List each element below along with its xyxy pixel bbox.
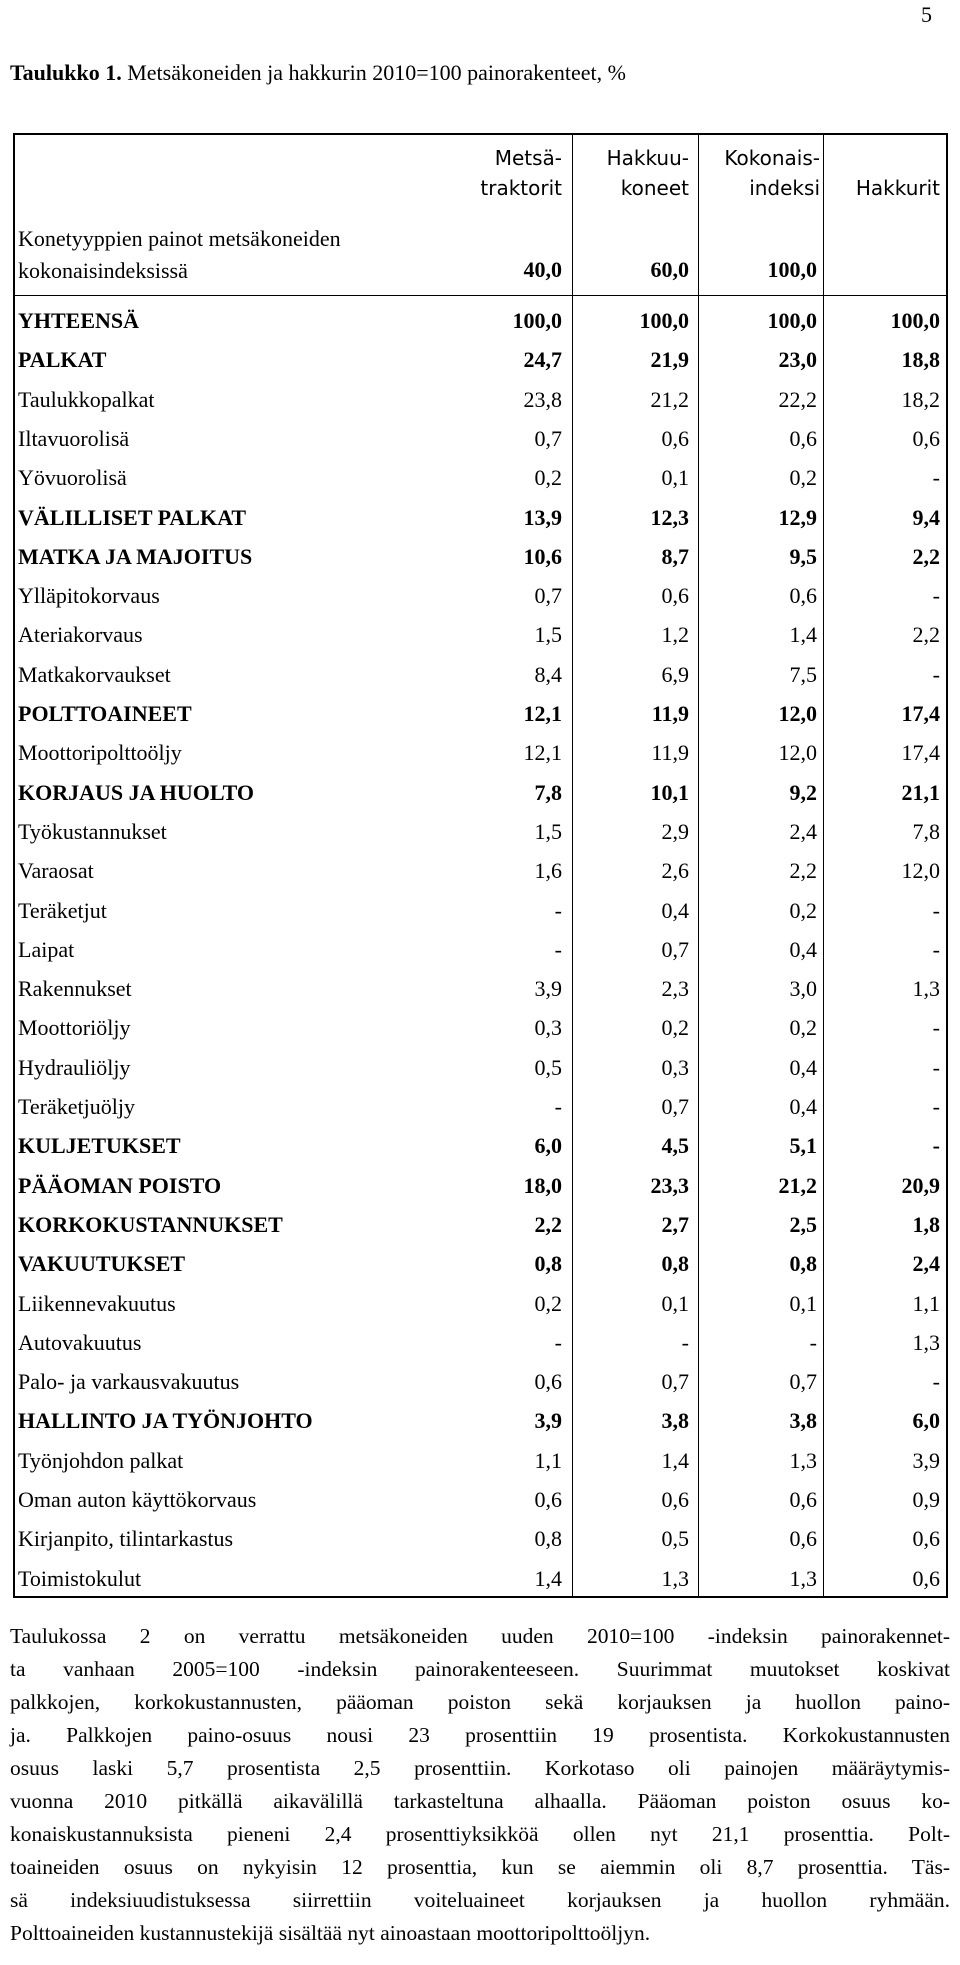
row-value: 0,6 — [789, 1526, 817, 1552]
row-label: YHTEENSÄ — [18, 308, 140, 333]
row-value: 2,2 — [912, 622, 940, 648]
row-value: 23,0 — [778, 347, 817, 373]
row-value: 21,9 — [650, 347, 689, 373]
row-value: 2,2 — [789, 858, 817, 884]
row-value: 1,5 — [534, 818, 562, 844]
row-value: - — [554, 936, 562, 962]
table-row — [15, 1560, 946, 1599]
paragraph-line: palkkojen, korkokustannusten, pääoman poiston sekä korjauksen ja huollon paino- — [10, 1690, 950, 1714]
table-row — [15, 1245, 946, 1284]
row-value: 18,8 — [901, 347, 940, 373]
weight-value: 100,0 — [767, 257, 817, 282]
row-value: 0,8 — [534, 1526, 562, 1552]
row-value: 0,6 — [661, 583, 689, 609]
table-row — [15, 538, 946, 577]
table-row — [15, 1009, 946, 1048]
row-label: Rakennukset — [18, 976, 132, 1002]
table-row — [15, 1049, 946, 1088]
row-value: 4,5 — [661, 1133, 689, 1159]
row-label: PÄÄOMAN POISTO — [18, 1172, 222, 1198]
row-label: Liikennevakuutus — [18, 1290, 176, 1316]
row-value: 1,5 — [534, 622, 562, 648]
row-label: VAKUUTUKSET — [18, 1251, 186, 1277]
row-value: 0,2 — [789, 465, 817, 491]
row-value: 0,6 — [534, 1369, 562, 1395]
table-row — [15, 1088, 946, 1127]
row-value: - — [932, 583, 940, 609]
row-value: 23,8 — [523, 386, 562, 412]
column-header-line: Kokonais- — [724, 146, 820, 170]
row-value: 0,5 — [661, 1526, 689, 1552]
table-row — [15, 1363, 946, 1402]
row-value: 0,2 — [534, 1290, 562, 1316]
row-value: - — [932, 465, 940, 491]
row-value: 1,3 — [912, 1329, 940, 1355]
table-row — [15, 852, 946, 891]
column-header-hakkurit — [825, 143, 940, 203]
table-row — [15, 695, 946, 734]
weights-table — [13, 133, 948, 1598]
paragraph-line: konaiskustannuksista pieneni 2,4 prosenttiyksikköä ollen nyt 21,1 prosenttia. Polt- — [10, 1822, 950, 1846]
table-row — [15, 1402, 946, 1441]
row-value: 9,4 — [912, 504, 940, 530]
row-value: 0,1 — [661, 465, 689, 491]
row-label: MATKA JA MAJOITUS — [18, 543, 253, 569]
row-value: - — [932, 661, 940, 687]
row-value: 21,1 — [901, 779, 940, 805]
table-row — [15, 420, 946, 459]
row-value: 22,2 — [778, 386, 817, 412]
table-row — [15, 1324, 946, 1363]
row-value: 12,1 — [523, 701, 562, 726]
column-header-line: Hakkuu- — [606, 146, 689, 170]
row-value: 2,4 — [912, 1251, 940, 1277]
row-value: 13,9 — [523, 504, 562, 530]
row-value: 0,6 — [534, 1487, 562, 1512]
paragraph-line: Polttoaineiden kustannustekijä sisältää nyt ainoastaan moottoripolttoöljyn. — [10, 1921, 651, 1945]
row-value: 9,2 — [789, 779, 817, 805]
row-value: 0,2 — [534, 465, 562, 491]
row-value: - — [932, 1369, 940, 1395]
table-caption — [10, 60, 626, 86]
row-value: - — [932, 1133, 940, 1159]
row-label: Matkakorvaukset — [18, 661, 171, 687]
column-header-kokonaisindeksi — [685, 143, 820, 203]
row-label: KULJETUKSET — [18, 1133, 181, 1159]
row-label: Työkustannukset — [18, 818, 167, 844]
row-value: 0,4 — [789, 936, 817, 962]
row-label: Teräketjuöljy — [18, 1094, 135, 1119]
row-label: Palo- ja varkausvakuutus — [18, 1369, 240, 1395]
row-label: Kirjanpito, tilintarkastus — [18, 1526, 234, 1552]
row-value: 11,9 — [651, 740, 689, 766]
row-value: 100,0 — [890, 308, 940, 333]
weights-label-line: kokonaisindeksissä — [18, 258, 188, 283]
row-value: 0,3 — [534, 1015, 562, 1041]
body-paragraph — [10, 1620, 950, 1950]
row-value: 3,8 — [661, 1408, 689, 1434]
table-row — [15, 1127, 946, 1166]
row-value: 20,9 — [901, 1172, 940, 1198]
row-label: Moottoripolttoöljy — [18, 740, 182, 766]
row-value: 21,2 — [778, 1172, 817, 1198]
row-value: 18,0 — [523, 1172, 562, 1198]
row-value: - — [809, 1329, 817, 1355]
row-value: 0,1 — [661, 1290, 689, 1316]
row-value: - — [681, 1329, 689, 1355]
row-value: 1,3 — [789, 1447, 817, 1473]
row-value: 12,9 — [778, 504, 817, 530]
row-value: 0,5 — [534, 1054, 562, 1080]
paragraph-line: ta vanhaan 2005=100 -indeksin painorakenteeseen. Suurimmat muutokset koskivat — [10, 1657, 950, 1681]
row-value: 0,2 — [789, 1015, 817, 1041]
row-value: 100,0 — [512, 308, 562, 333]
row-value: 0,4 — [789, 1094, 817, 1119]
row-label: Laipat — [18, 936, 75, 962]
row-value: 3,9 — [534, 1408, 562, 1434]
paragraph-line: toaineiden osuus on nykyisin 12 prosenttia, kun se aiemmin oli 8,7 prosenttia. Täs- — [10, 1855, 950, 1879]
row-value: 1,1 — [912, 1290, 940, 1316]
row-value: 12,0 — [778, 701, 817, 726]
table-row — [15, 931, 946, 970]
row-value: 12,0 — [901, 858, 940, 884]
row-label: Työnjohdon palkat — [18, 1447, 184, 1473]
row-value: 0,6 — [661, 425, 689, 451]
row-value: - — [554, 1094, 562, 1119]
row-value: 24,7 — [523, 347, 562, 373]
row-value: 0,6 — [661, 1487, 689, 1512]
row-value: 1,3 — [789, 1565, 817, 1591]
row-label: Teräketjut — [18, 897, 107, 923]
paragraph-line: ja. Palkkojen paino-osuus nousi 23 prosenttiin 19 prosentista. Korkokustannusten — [10, 1723, 950, 1747]
column-header-line: Metsä- — [494, 146, 562, 170]
row-value: 8,4 — [534, 661, 562, 687]
row-value: 0,6 — [912, 1565, 940, 1591]
row-value: 11,9 — [651, 701, 689, 726]
table-row — [15, 459, 946, 498]
row-value: 2,6 — [661, 858, 689, 884]
row-value: 12,1 — [523, 740, 562, 766]
weight-value: 40,0 — [523, 257, 562, 282]
table-row — [15, 341, 946, 380]
row-value: 0,4 — [661, 897, 689, 923]
column-header-metsatraktorit — [452, 143, 562, 203]
row-value: 2,2 — [912, 543, 940, 569]
row-value: 8,7 — [661, 543, 689, 569]
table-row — [15, 970, 946, 1009]
row-value: 0,1 — [789, 1290, 817, 1316]
row-value: 1,1 — [534, 1447, 562, 1473]
row-value: 3,9 — [912, 1447, 940, 1473]
table-row — [15, 1167, 946, 1206]
row-value: 6,0 — [912, 1408, 940, 1434]
row-value: - — [554, 897, 562, 923]
column-header-hakkuukoneet — [579, 143, 689, 203]
row-value: 18,2 — [901, 386, 940, 412]
table-row — [15, 1442, 946, 1481]
page-number: 5 — [921, 2, 932, 27]
row-value: 17,4 — [901, 740, 940, 766]
row-value: 0,4 — [789, 1054, 817, 1080]
row-label: Varaosat — [18, 858, 94, 884]
header-divider — [15, 295, 946, 296]
paragraph-line: vuonna 2010 pitkällä aikavälillä tarkasteltuna alhaalla. Pääoman poiston osuus ko- — [10, 1789, 950, 1813]
row-value: - — [932, 897, 940, 923]
row-label: Ateriakorvaus — [18, 622, 143, 648]
row-value: 0,6 — [789, 1487, 817, 1512]
row-label: PALKAT — [18, 347, 107, 373]
row-value: 0,7 — [661, 1369, 689, 1395]
table-row — [15, 1285, 946, 1324]
caption-text: Metsäkoneiden ja hakkurin 2010=100 painorakenteet, % — [127, 60, 626, 85]
row-label: Moottoriöljy — [18, 1015, 131, 1041]
row-value: 0,2 — [661, 1015, 689, 1041]
column-header-line: koneet — [620, 176, 689, 200]
row-value: 0,7 — [534, 583, 562, 609]
row-value: 1,3 — [912, 976, 940, 1002]
row-value: 0,3 — [661, 1054, 689, 1080]
row-value: 5,1 — [789, 1133, 817, 1159]
row-label: HALLINTO JA TYÖNJOHTO — [18, 1408, 313, 1434]
row-value: 0,6 — [789, 583, 817, 609]
row-label: Taulukkopalkat — [18, 386, 155, 412]
row-value: 0,2 — [789, 897, 817, 923]
row-value: 21,2 — [650, 386, 689, 412]
paragraph-line: sä indeksiuudistuksessa siirrettiin voiteluaineet korjauksen ja huollon ryhmään. — [10, 1888, 950, 1912]
row-value: 2,4 — [789, 818, 817, 844]
row-value: 0,8 — [534, 1251, 562, 1277]
table-row — [15, 499, 946, 538]
row-value: 0,7 — [661, 1094, 689, 1119]
row-value: 100,0 — [639, 308, 689, 333]
column-header-line: indeksi — [749, 176, 820, 200]
table-row — [15, 616, 946, 655]
table-row — [15, 1206, 946, 1245]
row-value: 0,6 — [912, 425, 940, 451]
paragraph-line: osuus laski 5,7 prosentista 2,5 prosenttiin. Korkotaso oli painojen määräytymis- — [10, 1756, 950, 1780]
row-value: 0,8 — [661, 1251, 689, 1277]
row-label: VÄLILLISET PALKAT — [18, 504, 247, 530]
row-value: 0,7 — [661, 936, 689, 962]
table-row — [15, 813, 946, 852]
row-value: - — [932, 1054, 940, 1080]
row-value: 12,0 — [778, 740, 817, 766]
row-value: 2,9 — [661, 818, 689, 844]
row-value: 3,8 — [789, 1408, 817, 1434]
table-row — [15, 1520, 946, 1559]
table-row — [15, 381, 946, 420]
row-value: 1,4 — [661, 1447, 689, 1473]
row-value: 0,6 — [912, 1526, 940, 1552]
table-row — [15, 892, 946, 931]
caption-label: Taulukko 1. — [10, 60, 122, 85]
weights-label — [18, 223, 341, 287]
row-value: 0,7 — [534, 425, 562, 451]
row-value: 7,8 — [912, 818, 940, 844]
row-value: 0,7 — [789, 1369, 817, 1395]
table-row — [15, 577, 946, 616]
row-value: 3,9 — [534, 976, 562, 1002]
row-value: 10,6 — [523, 543, 562, 569]
row-value: 1,6 — [534, 858, 562, 884]
table-row — [15, 656, 946, 695]
row-value: 2,7 — [661, 1211, 689, 1237]
row-label: KORJAUS JA HUOLTO — [18, 779, 254, 805]
column-header-line: traktorit — [480, 176, 562, 200]
row-label: Oman auton käyttökorvaus — [18, 1487, 257, 1512]
row-value: 10,1 — [650, 779, 689, 805]
row-value: 7,5 — [789, 661, 817, 687]
row-label: Hydrauliöljy — [18, 1054, 131, 1080]
column-header-line — [825, 143, 940, 173]
column-header-line: Hakkurit — [855, 176, 940, 200]
weights-label-line: Konetyyppien painot metsäkoneiden — [18, 226, 341, 251]
row-value: 0,6 — [789, 425, 817, 451]
row-value: 6,0 — [534, 1133, 562, 1159]
row-value: 2,3 — [661, 976, 689, 1002]
row-value: 1,3 — [661, 1565, 689, 1591]
row-value: 23,3 — [650, 1172, 689, 1198]
row-value: 1,2 — [661, 622, 689, 648]
row-label: KORKOKUSTANNUKSET — [18, 1211, 283, 1237]
table-row — [15, 1481, 946, 1520]
row-value: 1,4 — [534, 1565, 562, 1591]
row-value: 2,5 — [789, 1211, 817, 1237]
row-value: - — [932, 1094, 940, 1119]
row-value: 0,9 — [912, 1487, 940, 1512]
paragraph-line: Taulukossa 2 on verrattu metsäkoneiden uuden 2010=100 -indeksin painorakennet- — [10, 1624, 950, 1648]
row-value: 7,8 — [534, 779, 562, 805]
row-value: - — [554, 1329, 562, 1355]
table-row — [15, 734, 946, 773]
row-value: 17,4 — [901, 701, 940, 726]
table-row — [15, 302, 946, 341]
row-label: POLTTOAINEET — [18, 701, 192, 726]
row-value: 6,9 — [661, 661, 689, 687]
row-value: - — [932, 1015, 940, 1041]
row-value: 9,5 — [789, 543, 817, 569]
row-value: 12,3 — [650, 504, 689, 530]
weight-value: 60,0 — [650, 257, 689, 282]
row-value: 3,0 — [789, 976, 817, 1002]
row-label: Autovakuutus — [18, 1329, 142, 1355]
row-label: Toimistokulut — [18, 1565, 142, 1591]
row-value: 1,4 — [789, 622, 817, 648]
row-value: 0,8 — [789, 1251, 817, 1277]
row-label: Ylläpitokorvaus — [18, 583, 160, 609]
table-row — [15, 774, 946, 813]
row-value: 1,8 — [912, 1211, 940, 1237]
row-label: Iltavuorolisä — [18, 425, 130, 451]
row-value: - — [932, 936, 940, 962]
row-value: 100,0 — [767, 308, 817, 333]
row-value: 2,2 — [534, 1211, 562, 1237]
row-label: Yövuorolisä — [18, 465, 127, 491]
